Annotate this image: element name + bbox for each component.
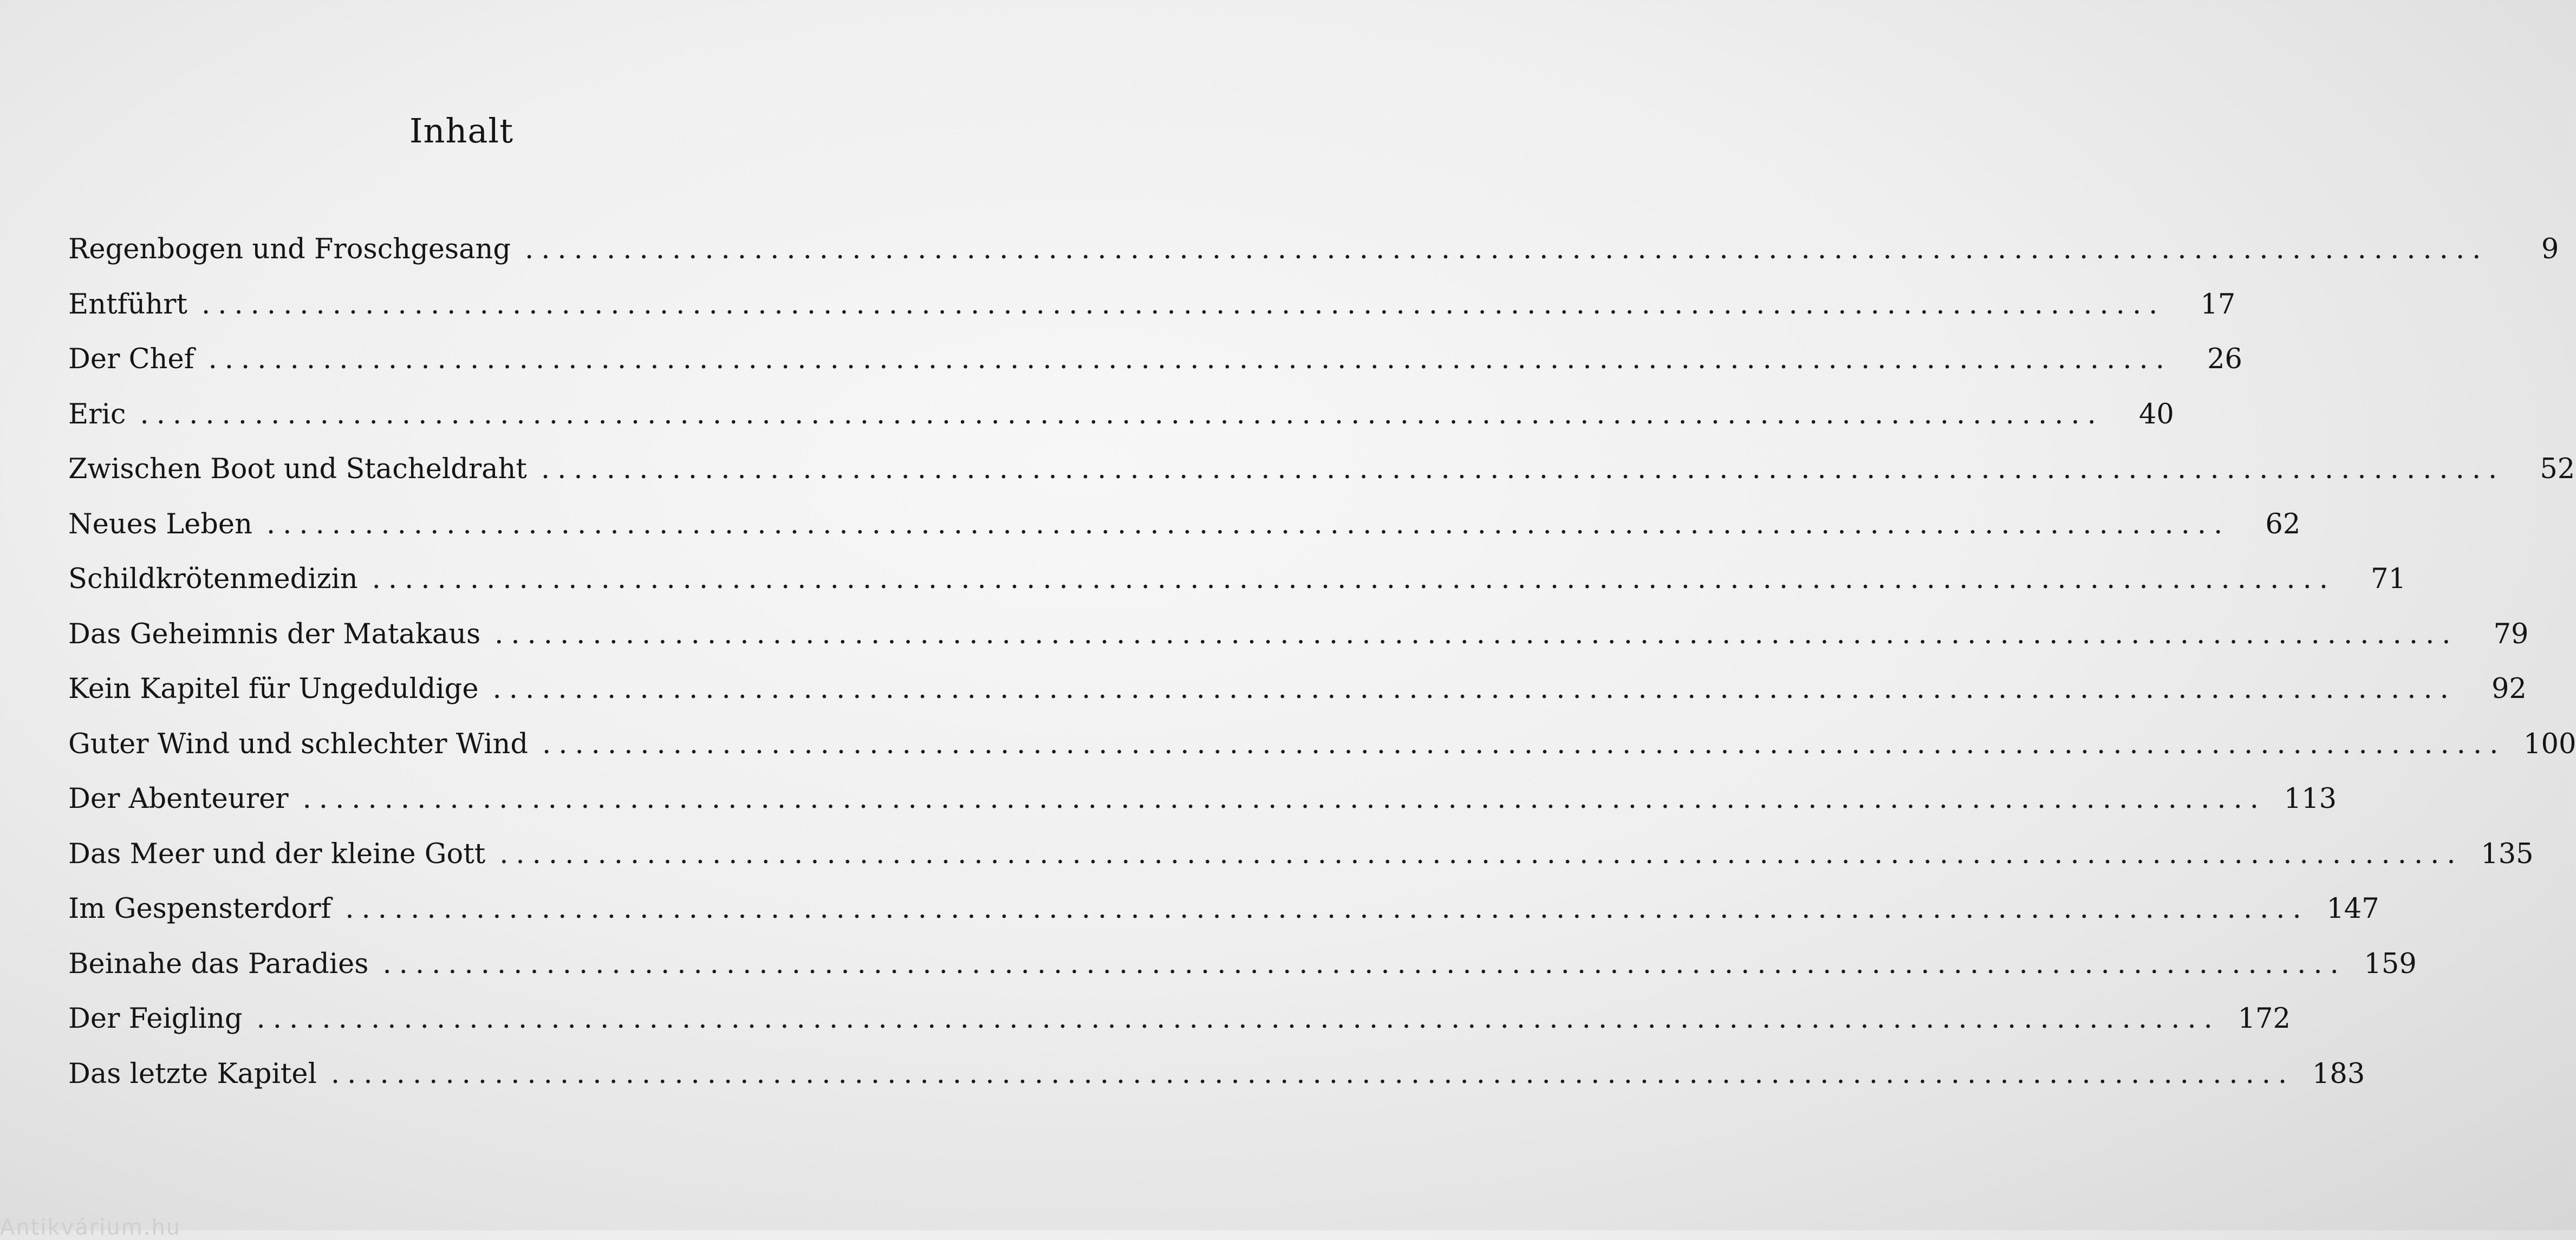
toc-page-number: 71 [2371, 563, 2406, 595]
toc-entry-title: Regenbogen und Froschgesang [68, 233, 511, 265]
toc-entry-title: Guter Wind und schlechter Wind [68, 728, 529, 760]
toc-page-number: 92 [2491, 673, 2527, 705]
toc-page-number: 159 [2364, 948, 2417, 980]
toc-entry-title: Der Abenteurer [68, 783, 289, 815]
toc-page-number: 9 [2541, 233, 2559, 265]
dot-leader: ........................................................................................................................ [499, 838, 2463, 870]
dot-leader: ........................................................................................................................ [525, 233, 2489, 265]
toc-entry-title: Das Geheimnis der Matakaus [68, 618, 481, 650]
toc-entry-title: Der Chef [68, 343, 194, 375]
toc-entry [68, 387, 2174, 442]
dot-leader: ........................................................................................................................ [208, 343, 2172, 375]
toc-entry-title: Das letzte Kapitel [68, 1058, 317, 1090]
table-of-contents [68, 222, 2576, 1101]
toc-entry [68, 332, 2242, 387]
toc-page-number: 147 [2326, 893, 2379, 925]
toc-page-number: 135 [2481, 838, 2534, 870]
toc-entry-title: Schildkrötenmedizin [68, 563, 358, 595]
dot-leader: ........................................................................................................................ [345, 893, 2309, 925]
toc-page-number: 26 [2207, 343, 2242, 375]
toc-page-number: 40 [2138, 398, 2174, 430]
toc-entry [68, 827, 2534, 882]
toc-entry-title: Beinahe das Paradies [68, 948, 369, 980]
toc-entry-title: Neues Leben [68, 508, 252, 540]
toc-entry [68, 607, 2529, 662]
toc-entry [68, 1047, 2365, 1102]
toc-entry-title: Zwischen Boot und Stacheldraht [68, 453, 527, 485]
dot-leader: ........................................................................................................................ [372, 563, 2336, 595]
toc-entry [68, 772, 2337, 827]
toc-entry [68, 552, 2406, 607]
dot-leader: ........................................................................................................................ [330, 1058, 2295, 1090]
page-title: Inhalt [409, 111, 514, 151]
dot-leader: ........................................................................................................................ [541, 453, 2505, 485]
dot-leader: ........................................................................................................................ [492, 673, 2456, 705]
toc-entry [68, 497, 2301, 552]
watermark: Antikvárium.hu [0, 1215, 181, 1240]
dot-leader: ........................................................................................................................ [542, 728, 2506, 760]
toc-page-number: 100 [2523, 728, 2576, 760]
toc-page-number: 52 [2540, 453, 2575, 485]
toc-entry-title: Im Gespensterdorf [68, 893, 331, 925]
toc-page-number: 62 [2265, 508, 2301, 540]
dot-leader: ........................................................................................................................ [495, 618, 2458, 650]
toc-entry-title: Der Feigling [68, 1003, 243, 1035]
dot-leader: ........................................................................................................................ [140, 398, 2104, 430]
toc-entry-title: Kein Kapitel für Ungeduldige [68, 673, 479, 705]
toc-entry-title: Entführt [68, 288, 188, 321]
toc-page-number: 79 [2493, 618, 2529, 650]
toc-entry [68, 662, 2527, 717]
dot-leader: ........................................................................................................................ [302, 783, 2267, 815]
dot-leader: ........................................................................................................................ [266, 508, 2230, 540]
toc-page-number: 172 [2237, 1003, 2291, 1035]
toc-entry-title: Eric [68, 398, 126, 430]
toc-entry-title: Das Meer und der kleine Gott [68, 838, 486, 870]
toc-entry [68, 882, 2379, 937]
dot-leader: ........................................................................................................................ [256, 1003, 2220, 1035]
toc-entry [68, 277, 2236, 332]
toc-entry [68, 442, 2575, 497]
toc-entry [68, 937, 2417, 992]
dot-leader: ........................................................................................................................ [201, 288, 2165, 321]
toc-entry [68, 991, 2291, 1047]
toc-page-number: 113 [2284, 783, 2337, 815]
toc-entry [68, 717, 2576, 772]
toc-page-number: 17 [2200, 288, 2236, 321]
dot-leader: ........................................................................................................................ [382, 948, 2346, 980]
toc-page-number: 183 [2312, 1058, 2365, 1090]
toc-entry [68, 222, 2559, 277]
